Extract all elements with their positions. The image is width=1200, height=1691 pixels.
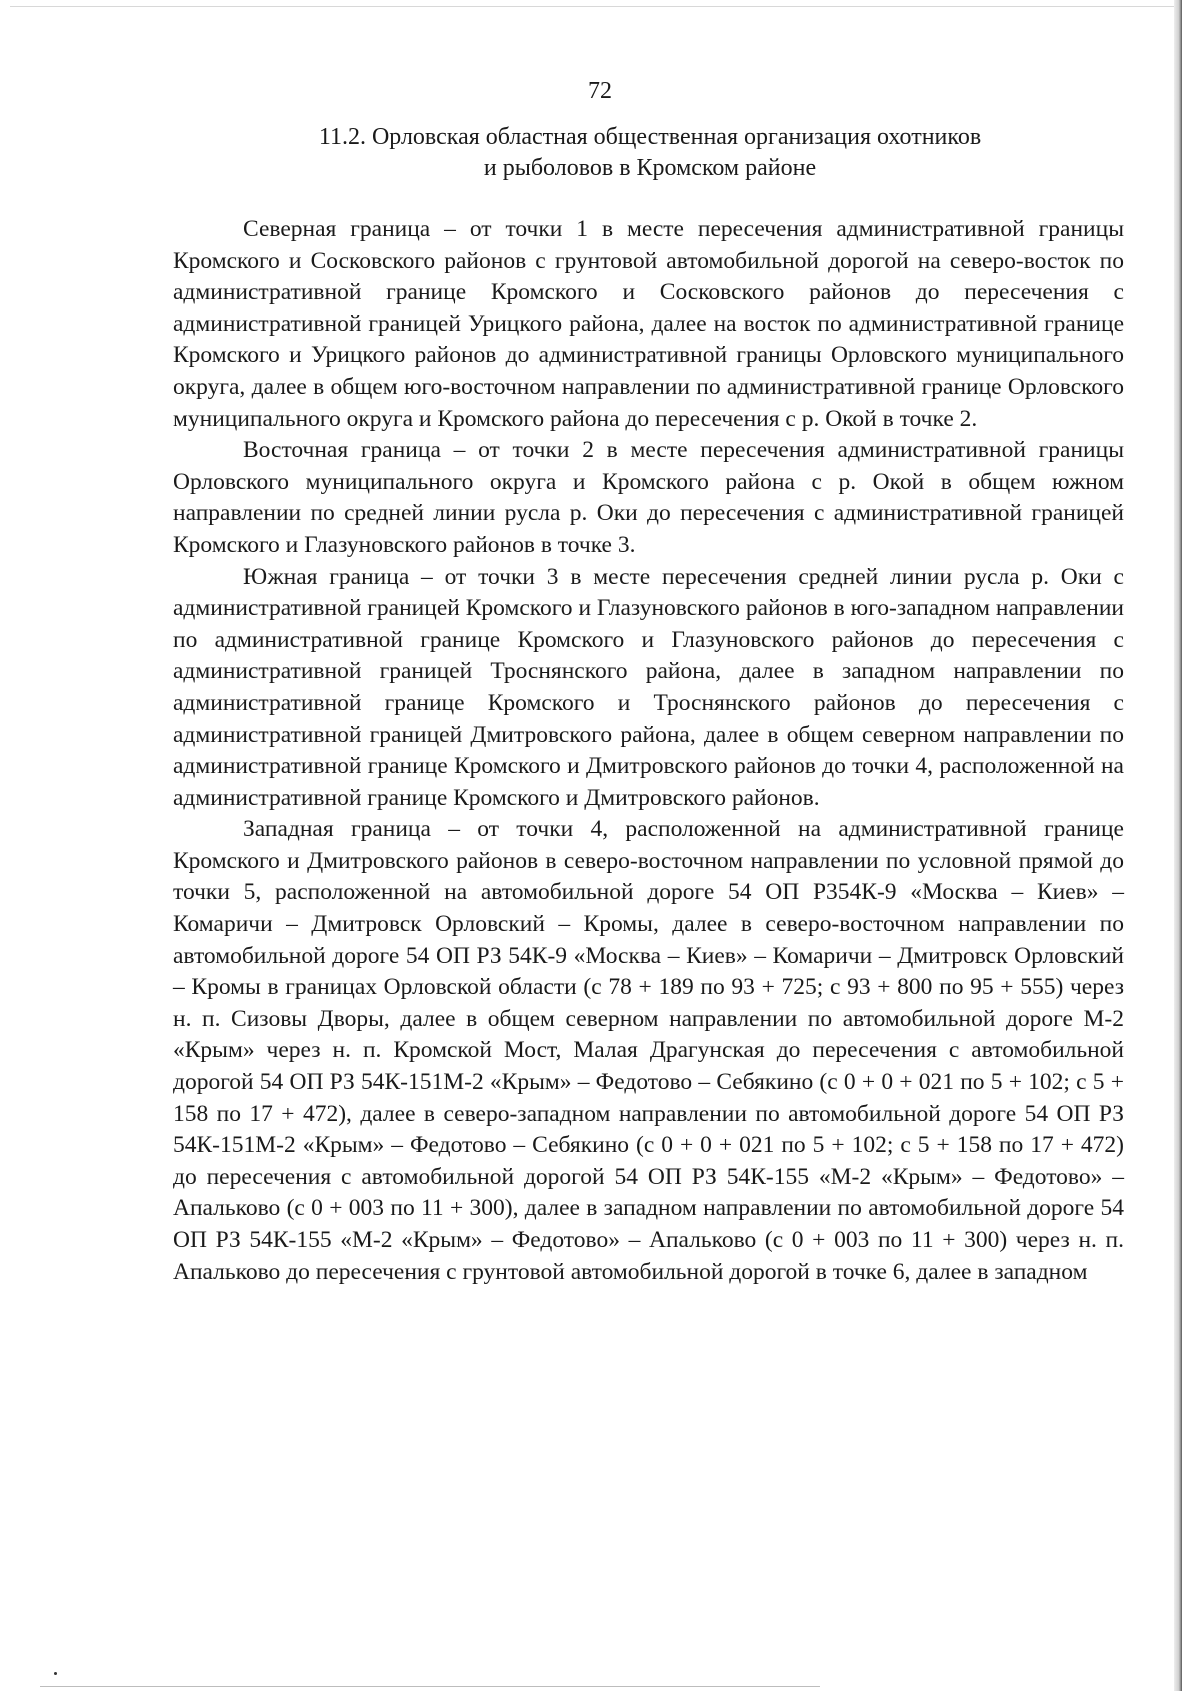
scan-edge-right bbox=[1174, 0, 1182, 1691]
page-number: 72 bbox=[588, 78, 612, 104]
paragraph-eastern-boundary: Восточная граница – от точки 2 в месте пересечения административной границы Орловского муниципального округа и Кромского района с р. Окой в общем южном направлении по средней линии русла р. Оки до пересечения с административной границей Кромского и Глазуновского районов в точке 3. bbox=[173, 437, 1124, 558]
paragraph-southern-boundary: Южная граница – от точки 3 в месте пересечения средней линии русла р. Оки с административной границей Кромского и Глазуновского районов в юго-западном направлении по административной границе Кромского и Глазуновского районов до пересечения с административной границей Троснянского района, далее в западном направлении по административной границе Кромского и Троснянского районов до пересечения с административной границей Дмитровского района, далее в общем северном направлении по административной границе Кромского и Дмитровского районов до точки 4, расположенной на административной границе Кромского и Дмитровского районов. bbox=[173, 563, 1124, 811]
section-title-line-2: и рыболовов в Кромском районе bbox=[483, 155, 817, 181]
section-title-line-1: 11.2. Орловская областная общественная организация охотников bbox=[318, 124, 982, 150]
section-title bbox=[180, 122, 1120, 184]
document-body bbox=[173, 214, 1124, 1288]
paragraph-northern-boundary: Северная граница – от точки 1 в месте пересечения административной границы Кромского и Сосковского районов с грунтовой автомобильной дорогой на северо-восток по административной границе Кромского и Сосковского районов до пересечения с административной границей Урицкого района, далее на восток по административной границе Кромского и Урицкого районов до административной границы Орловского муниципального округа, далее в общем юго-восточном направлении по административной границе Орловского муниципального округа и Кромского района до пересечения с р. Окой в точке 2. bbox=[173, 216, 1124, 432]
scan-edge-bottom bbox=[40, 1686, 820, 1687]
scan-edge-top bbox=[10, 6, 1182, 7]
scan-speck bbox=[54, 1672, 57, 1675]
paragraph-western-boundary: Западная граница – от точки 4, расположенной на административной границе Кромского и Дмитровского районов в северо-восточном направлении по условной прямой до точки 5, расположенной на автомобильной дороге 54 ОП Р354К-9 «Москва – Киев» – Комаричи – Дмитровск Орловский – Кромы, далее в северо-восточном направлении по автомобильной дороге 54 ОП РЗ 54К-9 «Москва – Киев» – Комаричи – Дмитровск Орловский – Кромы в границах Орловской области (с 78 + 189 по 93 + 725; с 93 + 800 по 95 + 555) через н. п. Сизовы Дворы, далее в общем северном направлении по автомобильной дороге М-2 «Крым» через н. п. Кромской Мост, Малая Драгунская до пересечения с автомобильной дорогой 54 ОП РЗ 54К-151М-2 «Крым» – Федотово – Себякино (с 0 + 0 + 021 по 5 + 102; с 5 + 158 по 17 + 472), далее в северо-западном направлении по автомобильной дороге 54 ОП РЗ 54К-151М-2 «Крым» – Федотово – Себякино (с 0 + 0 + 021 по 5 + 102; с 5 + 158 по 17 + 472) до пересечения с автомобильной дорогой 54 ОП РЗ 54К-155 «М-2 «Крым» – Федотово» – Апальково (с 0 + 003 по 11 + 300), далее в западном направлении по автомобильной дороге 54 ОП РЗ 54К-155 «М-2 «Крым» – Федотово» – Апальково (с 0 + 003 по 11 + 300) через н. п. Апальково до пересечения с грунтовой автомобильной дорогой в точке 6, далее в западном bbox=[173, 816, 1124, 1285]
